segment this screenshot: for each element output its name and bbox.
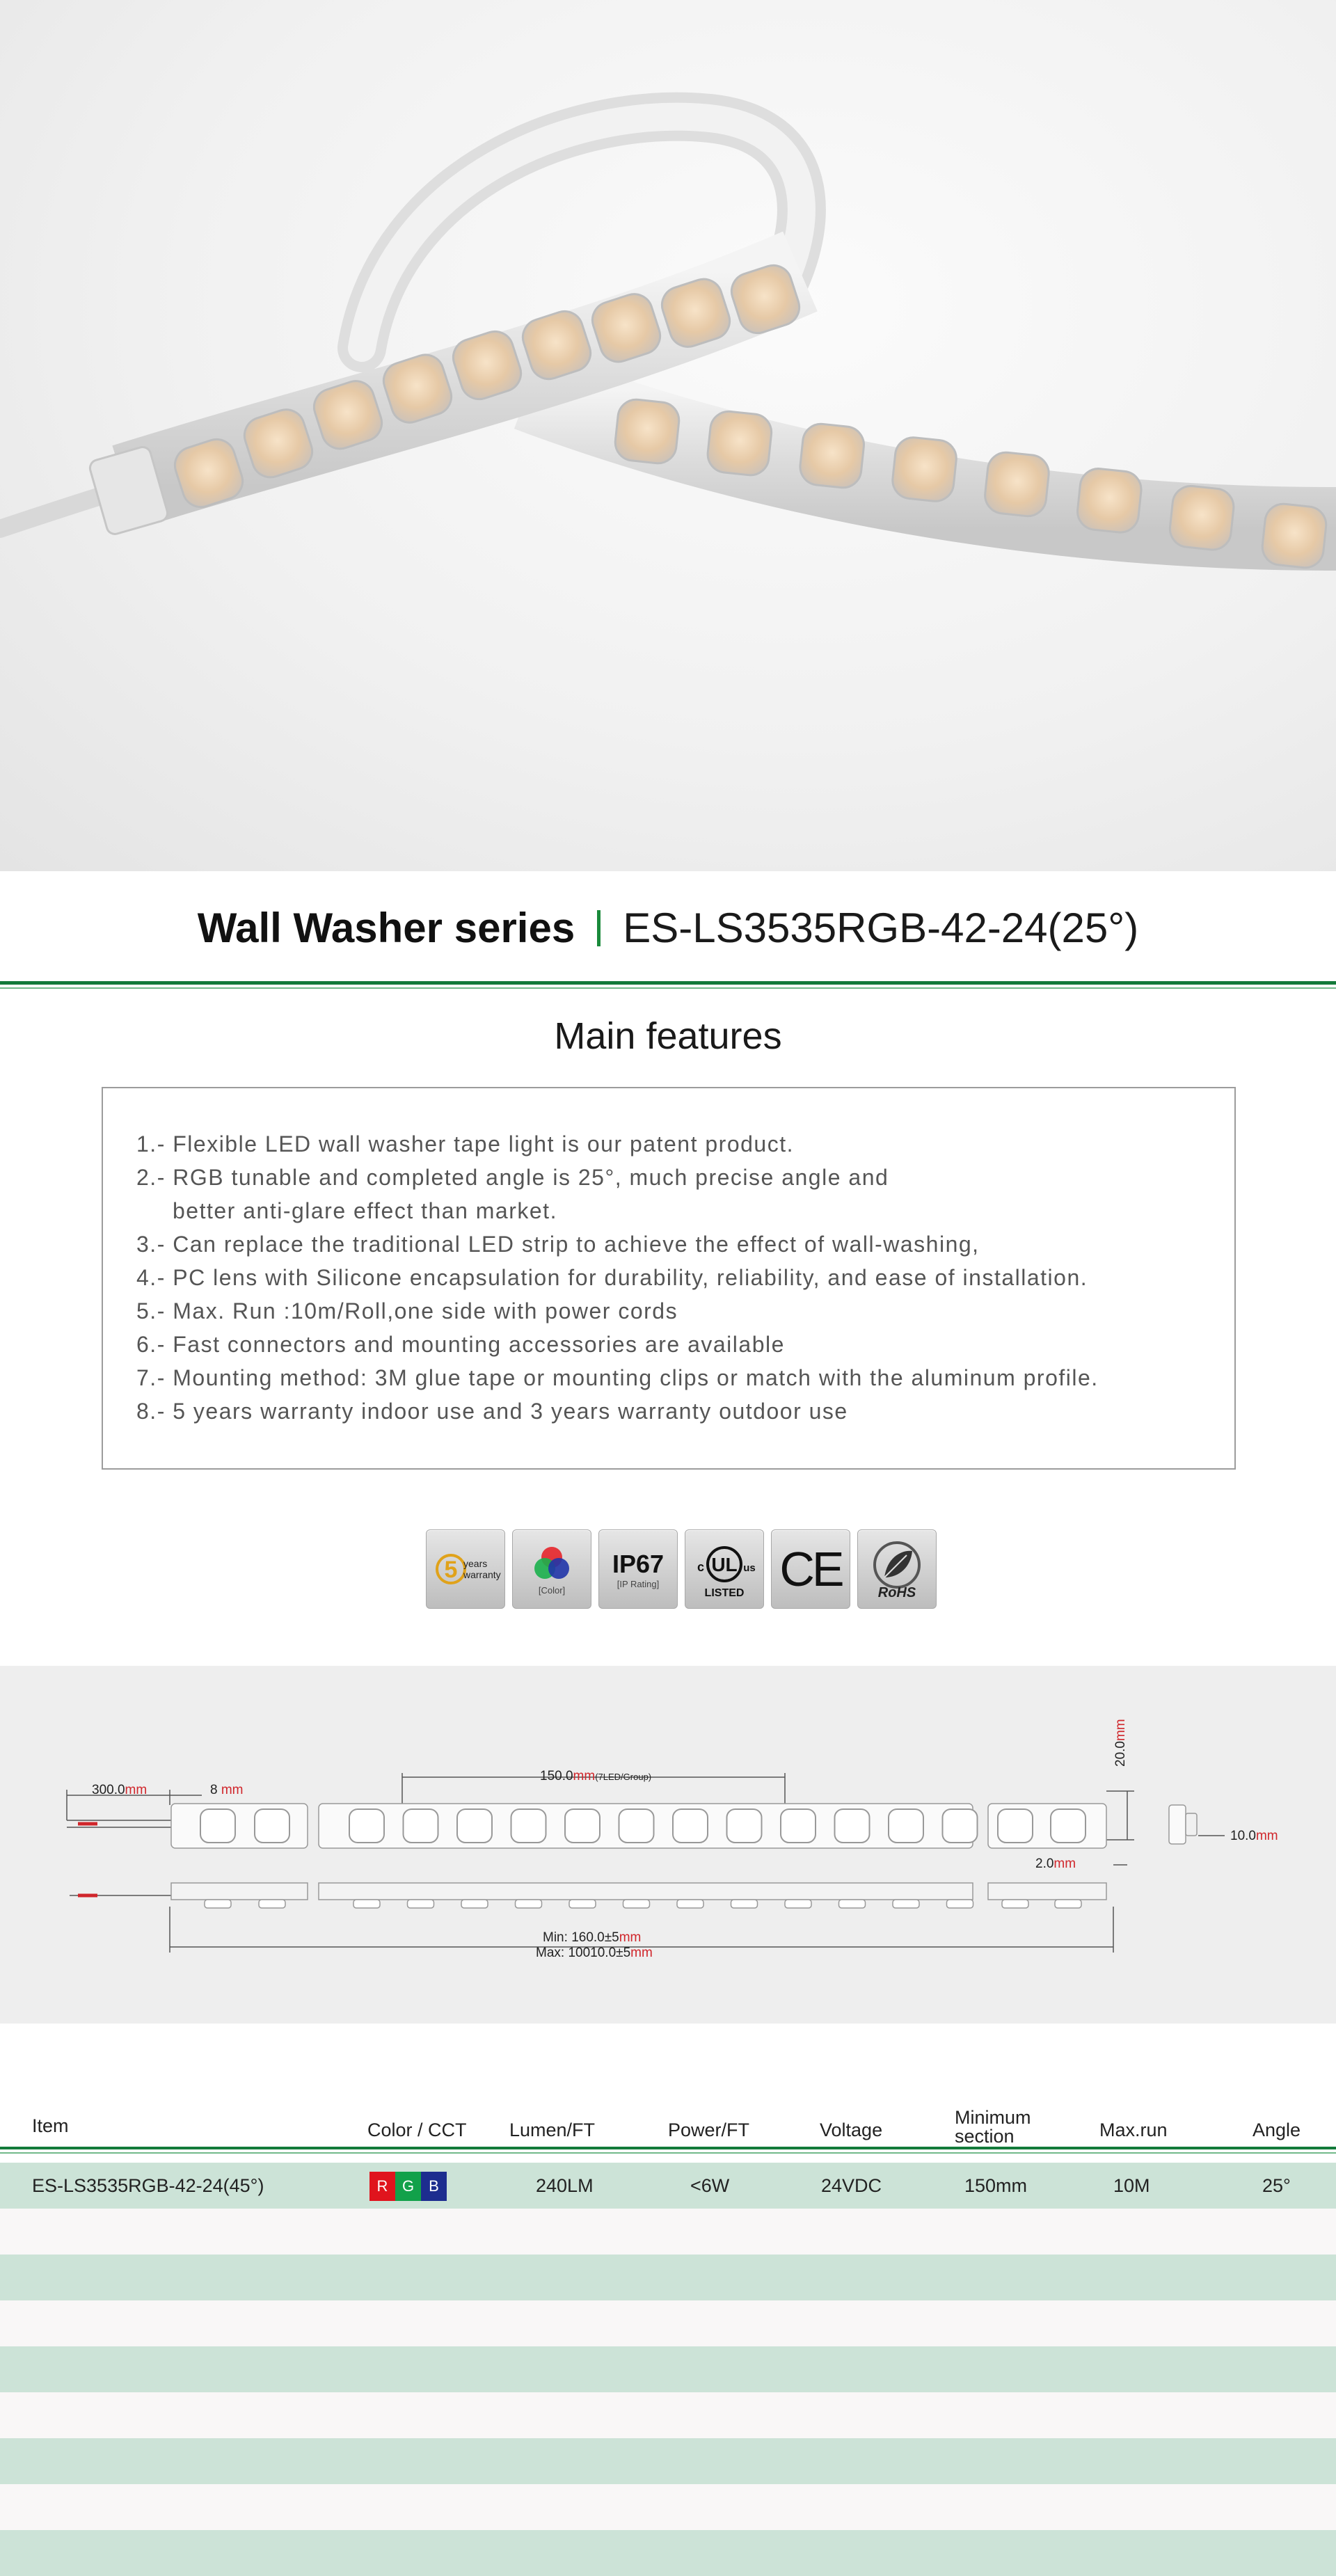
table-divider-dark [0, 2147, 1336, 2149]
led-strip-illustration [0, 0, 1336, 871]
max-length-label: Max: 10010.0±5mm [536, 1946, 653, 1960]
diagram-led [835, 1809, 870, 1843]
title-separator [597, 910, 601, 946]
depth-label: 10.0mm [1230, 1829, 1278, 1843]
warranty-badge [426, 1529, 505, 1609]
swatch-green: G [395, 2172, 421, 2201]
certification-icons [426, 1529, 937, 1610]
series-name: Wall Washer series [197, 905, 575, 951]
led-lens [1168, 484, 1236, 552]
header-section-line2: section [955, 2126, 1015, 2147]
height-label: 20.0mm [1113, 1719, 1128, 1767]
diagram-led [673, 1809, 708, 1843]
diagram-led-side [731, 1900, 758, 1908]
table-row-empty [0, 2300, 1336, 2346]
group-length-label: 150.0mm(7LED/Group) [540, 1769, 652, 1783]
ul-badge [685, 1529, 764, 1609]
ip-value: IP67 [612, 1549, 665, 1578]
feature-text: 6.- Fast connectors and mounting accessories are available [136, 1332, 785, 1357]
diagram-led-side [623, 1900, 650, 1908]
dimension-drawing [0, 1666, 1336, 2024]
ce-badge [771, 1529, 850, 1609]
feature-item [136, 1294, 1099, 1328]
diagram-led [943, 1809, 978, 1843]
diagram-led-side [259, 1900, 285, 1908]
ce-mark: CE [779, 1542, 842, 1596]
feature-text: 7.- Mounting method: 3M glue tape or mounting clips or match with the aluminum profile. [136, 1365, 1099, 1390]
feature-item [136, 1361, 1099, 1394]
table-row-empty [0, 2392, 1336, 2438]
svg-text:warranty: warranty [463, 1569, 501, 1580]
table-row-empty [0, 2346, 1336, 2392]
diagram-led [727, 1809, 762, 1843]
diagram-led-side [677, 1900, 703, 1908]
diagram-led-side [1055, 1900, 1081, 1908]
feature-text: 5.- Max. Run :10m/Roll,one side with power cords [136, 1298, 678, 1323]
feature-text: 4.- PC lens with Silicone encapsulation for durability, reliability, and ease of installation. [136, 1265, 1088, 1290]
table-row-empty [0, 2209, 1336, 2255]
feature-item [136, 1227, 1099, 1261]
color-caption: [Color] [538, 1584, 566, 1596]
feature-item [136, 1328, 1099, 1361]
feature-item [136, 1394, 1099, 1428]
feature-text: 3.- Can replace the traditional LED strip to achieve the effect of wall-washing, [136, 1232, 980, 1257]
diagram-led [200, 1809, 235, 1843]
color-badge [512, 1529, 591, 1609]
svg-text:UL: UL [711, 1554, 738, 1575]
feature-text: 1.- Flexible LED wall washer tape light is our patent product. [136, 1131, 794, 1156]
cell-maxrun: 10M [1113, 2175, 1150, 2196]
diagram-led [457, 1809, 492, 1843]
svg-text:c: c [697, 1560, 705, 1574]
header-lumen: Lumen/FT [509, 2120, 596, 2140]
cell-power: <6W [690, 2175, 730, 2196]
header-color: Color / CCT [367, 2120, 467, 2140]
diagram-led [255, 1809, 289, 1843]
features-list [136, 1127, 1099, 1428]
diagram-led [889, 1809, 923, 1843]
table-row-empty [0, 2484, 1336, 2530]
rohs-leaf-icon [864, 1536, 930, 1603]
feature-item [136, 1161, 1099, 1227]
feature-text: 2.- RGB tunable and completed angle is 25°, much precise angle and [136, 1165, 889, 1190]
svg-text:LISTED: LISTED [704, 1587, 745, 1599]
feature-text-continued: better anti-glare effect than market. [173, 1198, 557, 1223]
header-maxrun: Max.run [1099, 2120, 1168, 2140]
header-angle: Angle [1252, 2120, 1301, 2140]
header-section-line1: Minimum [955, 2107, 1031, 2128]
diagram-led [404, 1809, 438, 1843]
led-lens [798, 422, 866, 490]
header-voltage: Voltage [820, 2120, 883, 2140]
table-divider-light [0, 2152, 1336, 2154]
svg-text:RoHS: RoHS [877, 1585, 916, 1600]
diagram-led-side [839, 1900, 866, 1908]
diagram-led-side [893, 1900, 919, 1908]
feature-item [136, 1261, 1099, 1294]
led-lens [891, 436, 958, 503]
diagram-led [511, 1809, 546, 1843]
cell-angle: 25° [1262, 2175, 1291, 2196]
product-title [0, 900, 1336, 956]
offset-label: 8 mm [210, 1783, 244, 1797]
product-photo [0, 0, 1336, 871]
header-power: Power/FT [668, 2120, 750, 2140]
svg-text:us: us [743, 1562, 756, 1574]
diagram-led-side [785, 1900, 811, 1908]
diagram-led [998, 1809, 1033, 1843]
warranty-icon [434, 1548, 501, 1590]
diagram-led-side [516, 1900, 542, 1908]
diagram-led [1051, 1809, 1086, 1843]
diagram-led [349, 1809, 384, 1843]
cable-length-label: 300.0mm [92, 1783, 148, 1797]
table-row-empty [0, 2438, 1336, 2484]
led-lens [706, 410, 773, 477]
table-row [0, 2163, 1336, 2209]
swatch-blue: B [421, 2172, 447, 2201]
base-label: 2.0mm [1035, 1857, 1076, 1871]
feature-item [136, 1127, 1099, 1161]
diagram-led-side [1002, 1900, 1028, 1908]
led-lens [614, 398, 681, 466]
cell-voltage: 24VDC [821, 2175, 882, 2196]
svg-text:years: years [463, 1558, 488, 1569]
diagram-led-side [205, 1900, 231, 1908]
diagram-led [565, 1809, 600, 1843]
diagram-led-side [569, 1900, 596, 1908]
min-length-label: Min: 160.0±5mm [543, 1930, 642, 1945]
led-lens [1076, 467, 1143, 534]
ip-caption: [IP Rating] [617, 1578, 660, 1589]
led-lens [1261, 502, 1328, 570]
header-section [955, 2108, 1031, 2146]
title-bar [0, 871, 1336, 983]
header-item: Item [32, 2115, 69, 2136]
diagram-led-side [947, 1900, 973, 1908]
features-heading: Main features [554, 1015, 782, 1057]
features-box [102, 1087, 1236, 1470]
led-lens [983, 451, 1051, 518]
diagram-led [619, 1809, 654, 1843]
svg-text:5: 5 [444, 1557, 458, 1583]
divider-light [0, 987, 1336, 989]
cell-lumen: 240LM [536, 2175, 594, 2196]
model-number: ES-LS3535RGB-42-24(25°) [623, 905, 1139, 951]
feature-text: 8.- 5 years warranty indoor use and 3 years warranty outdoor use [136, 1399, 848, 1424]
swatch-red: R [369, 2172, 395, 2201]
ip-badge [598, 1529, 678, 1609]
diagram-led-side [353, 1900, 380, 1908]
table-row-empty [0, 2255, 1336, 2300]
cell-item: ES-LS3535RGB-42-24(45°) [32, 2175, 264, 2196]
cell-section: 150mm [964, 2175, 1028, 2196]
diagram-led [781, 1809, 816, 1843]
dimension-diagram [0, 1666, 1336, 2024]
diagram-led-side [408, 1900, 434, 1908]
rohs-badge [857, 1529, 937, 1609]
diagram-led-side [461, 1900, 488, 1908]
rgb-circles-icon [527, 1543, 576, 1585]
color-swatches [369, 2172, 447, 2201]
divider-dark [0, 981, 1336, 985]
ul-listed-icon [691, 1538, 758, 1600]
table-row-empty [0, 2530, 1336, 2576]
